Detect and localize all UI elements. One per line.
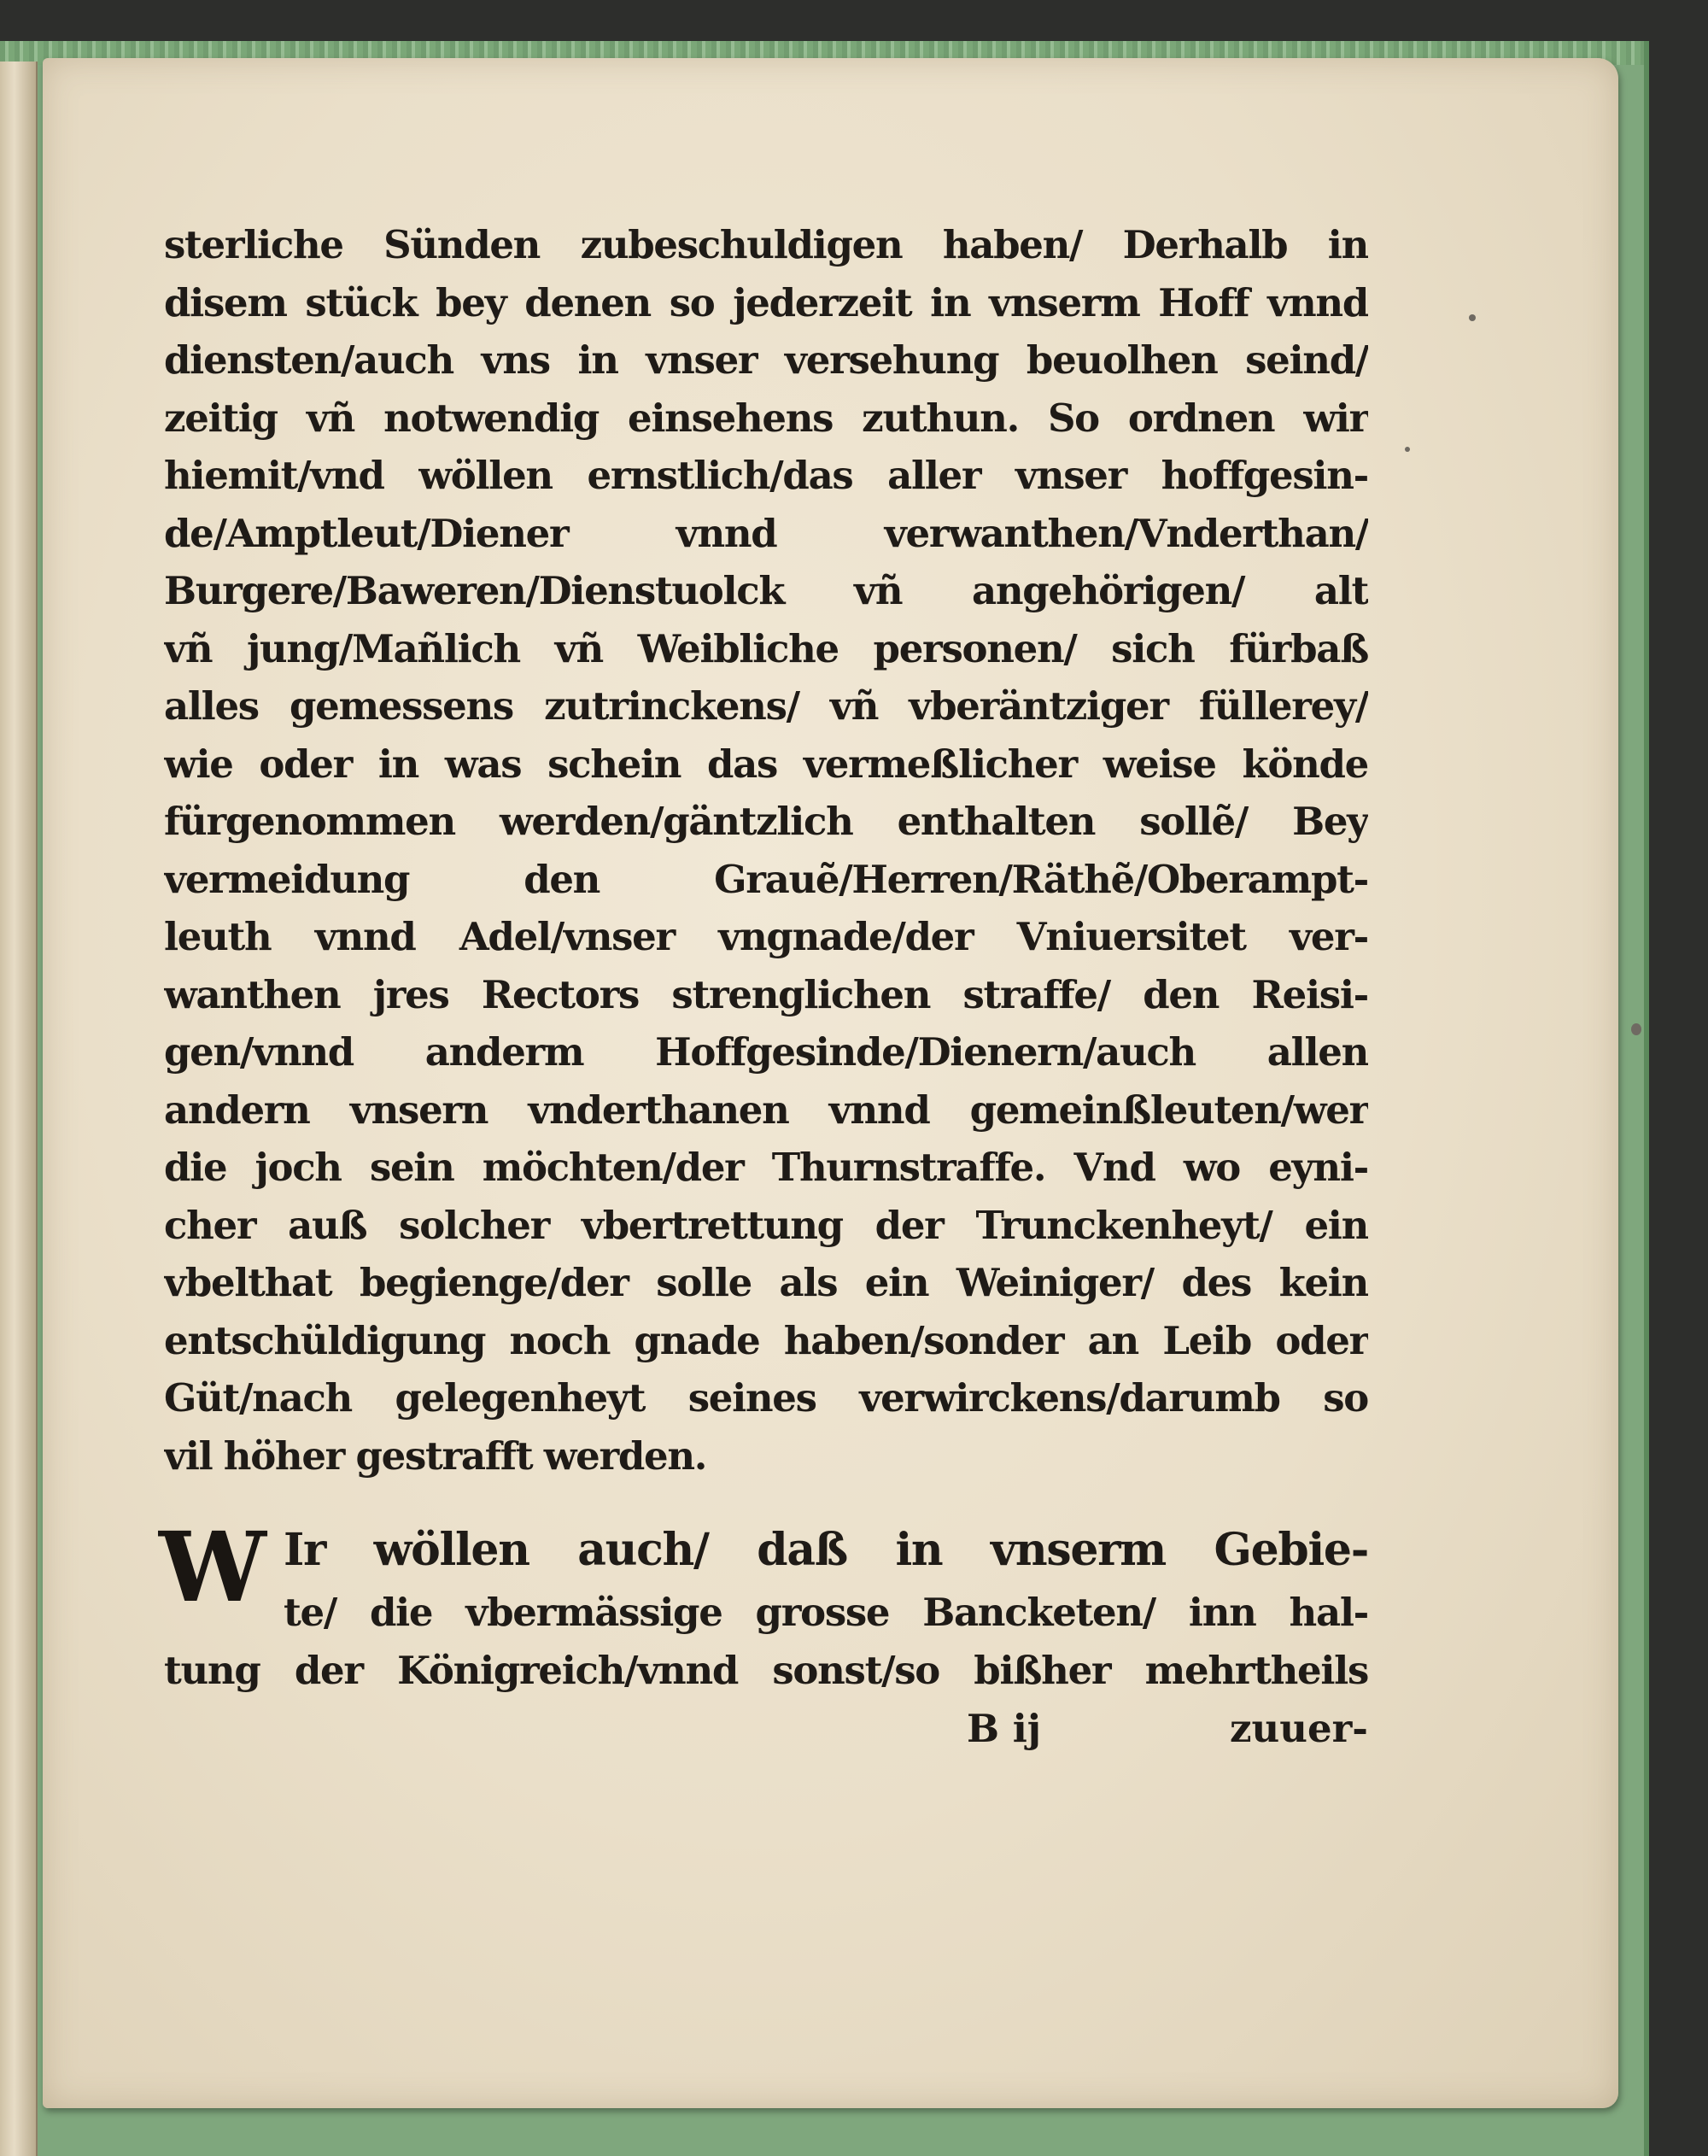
text-line: sterliche Sünden zubeschuldigen haben/ Derhalb in: [164, 222, 1368, 267]
text-line: vbelthat begienge/der solle als ein Weiniger/ des kein: [164, 1260, 1368, 1305]
text-line: Burgere/Baweren/Dienstuolck vñ angehörigen/ alt: [164, 568, 1368, 613]
text-line: Ir wöllen auch/ daß in vnserm Gebie-: [284, 1524, 1368, 1576]
page-footer: [164, 1699, 1368, 1759]
page-text: [159, 216, 1368, 1759]
decorated-initial: W: [159, 1512, 266, 1624]
text-line: wanthen jres Rectors strenglichen straffe/ den Reisi-: [164, 971, 1368, 1017]
book-page: [43, 58, 1618, 2108]
text-line: diensten/auch vns in vnser versehung beuolhen seind/: [164, 337, 1368, 383]
text-line: zeitig vñ notwendig einsehens zuthun. So ordnen wir: [164, 395, 1368, 441]
text-line: vermeidung den Grauẽ/Herren/Räthẽ/Oberampt-: [164, 856, 1368, 902]
paper-speck: [1405, 447, 1410, 452]
signature-mark: B ij: [967, 1706, 1042, 1751]
facing-page-edge: [0, 62, 38, 2156]
text-line: tung der Königreich/vnnd sonst/so bißher mehrtheils: [164, 1647, 1368, 1693]
text-line: die joch sein möchten/der Thurnstraffe. Vnd wo eyni-: [164, 1145, 1368, 1190]
text-line: fürgenommen werden/gäntzlich enthalten sollẽ/ Bey: [164, 799, 1368, 844]
paper-speck: [1631, 1023, 1641, 1035]
text-line: hiemit/vnd wöllen ernstlich/das aller vnser hoffgesin-: [164, 453, 1368, 498]
text-line: andern vnsern vnderthanen vnnd gemeinßleuten/wer: [164, 1087, 1368, 1133]
text-line: wie oder in was schein das vermeßlicher weise könde: [164, 741, 1368, 787]
text-line: leuth vnnd Adel/vnser vngnade/der Vniuersitet ver-: [164, 914, 1368, 959]
text-line: alles gemessens zutrinckens/ vñ vberäntziger füllerey/: [164, 683, 1368, 729]
text-line: vil höher gestrafft werden.: [164, 1432, 707, 1479]
text-line: te/ die vbermässige grosse Bancketen/ inn hal-: [284, 1590, 1368, 1635]
text-line: entschüldigung noch gnade haben/sonder an Leib oder: [164, 1317, 1368, 1363]
text-line: cher auß solcher vbertrettung der Trunckenheyt/ ein: [164, 1202, 1368, 1248]
paragraph-1: [164, 216, 1368, 1485]
text-line: de/Amptleut/Diener vnnd verwanthen/Vnderthan/: [164, 510, 1368, 556]
catchword: zuuer-: [1229, 1706, 1368, 1751]
paper-speck: [1469, 314, 1476, 321]
text-line: gen/vnnd anderm Hoffgesinde/Dienern/auch allen: [164, 1029, 1368, 1075]
text-line: disem stück bey denen so jederzeit in vnserm Hoff vnnd: [164, 279, 1368, 325]
text-line: Güt/nach gelegenheyt seines verwirckens/darumb so: [164, 1375, 1368, 1421]
paragraph-2: [159, 1512, 1368, 1699]
text-line: vñ jung/Mañlich vñ Weibliche personen/ sich fürbaß: [164, 625, 1368, 671]
